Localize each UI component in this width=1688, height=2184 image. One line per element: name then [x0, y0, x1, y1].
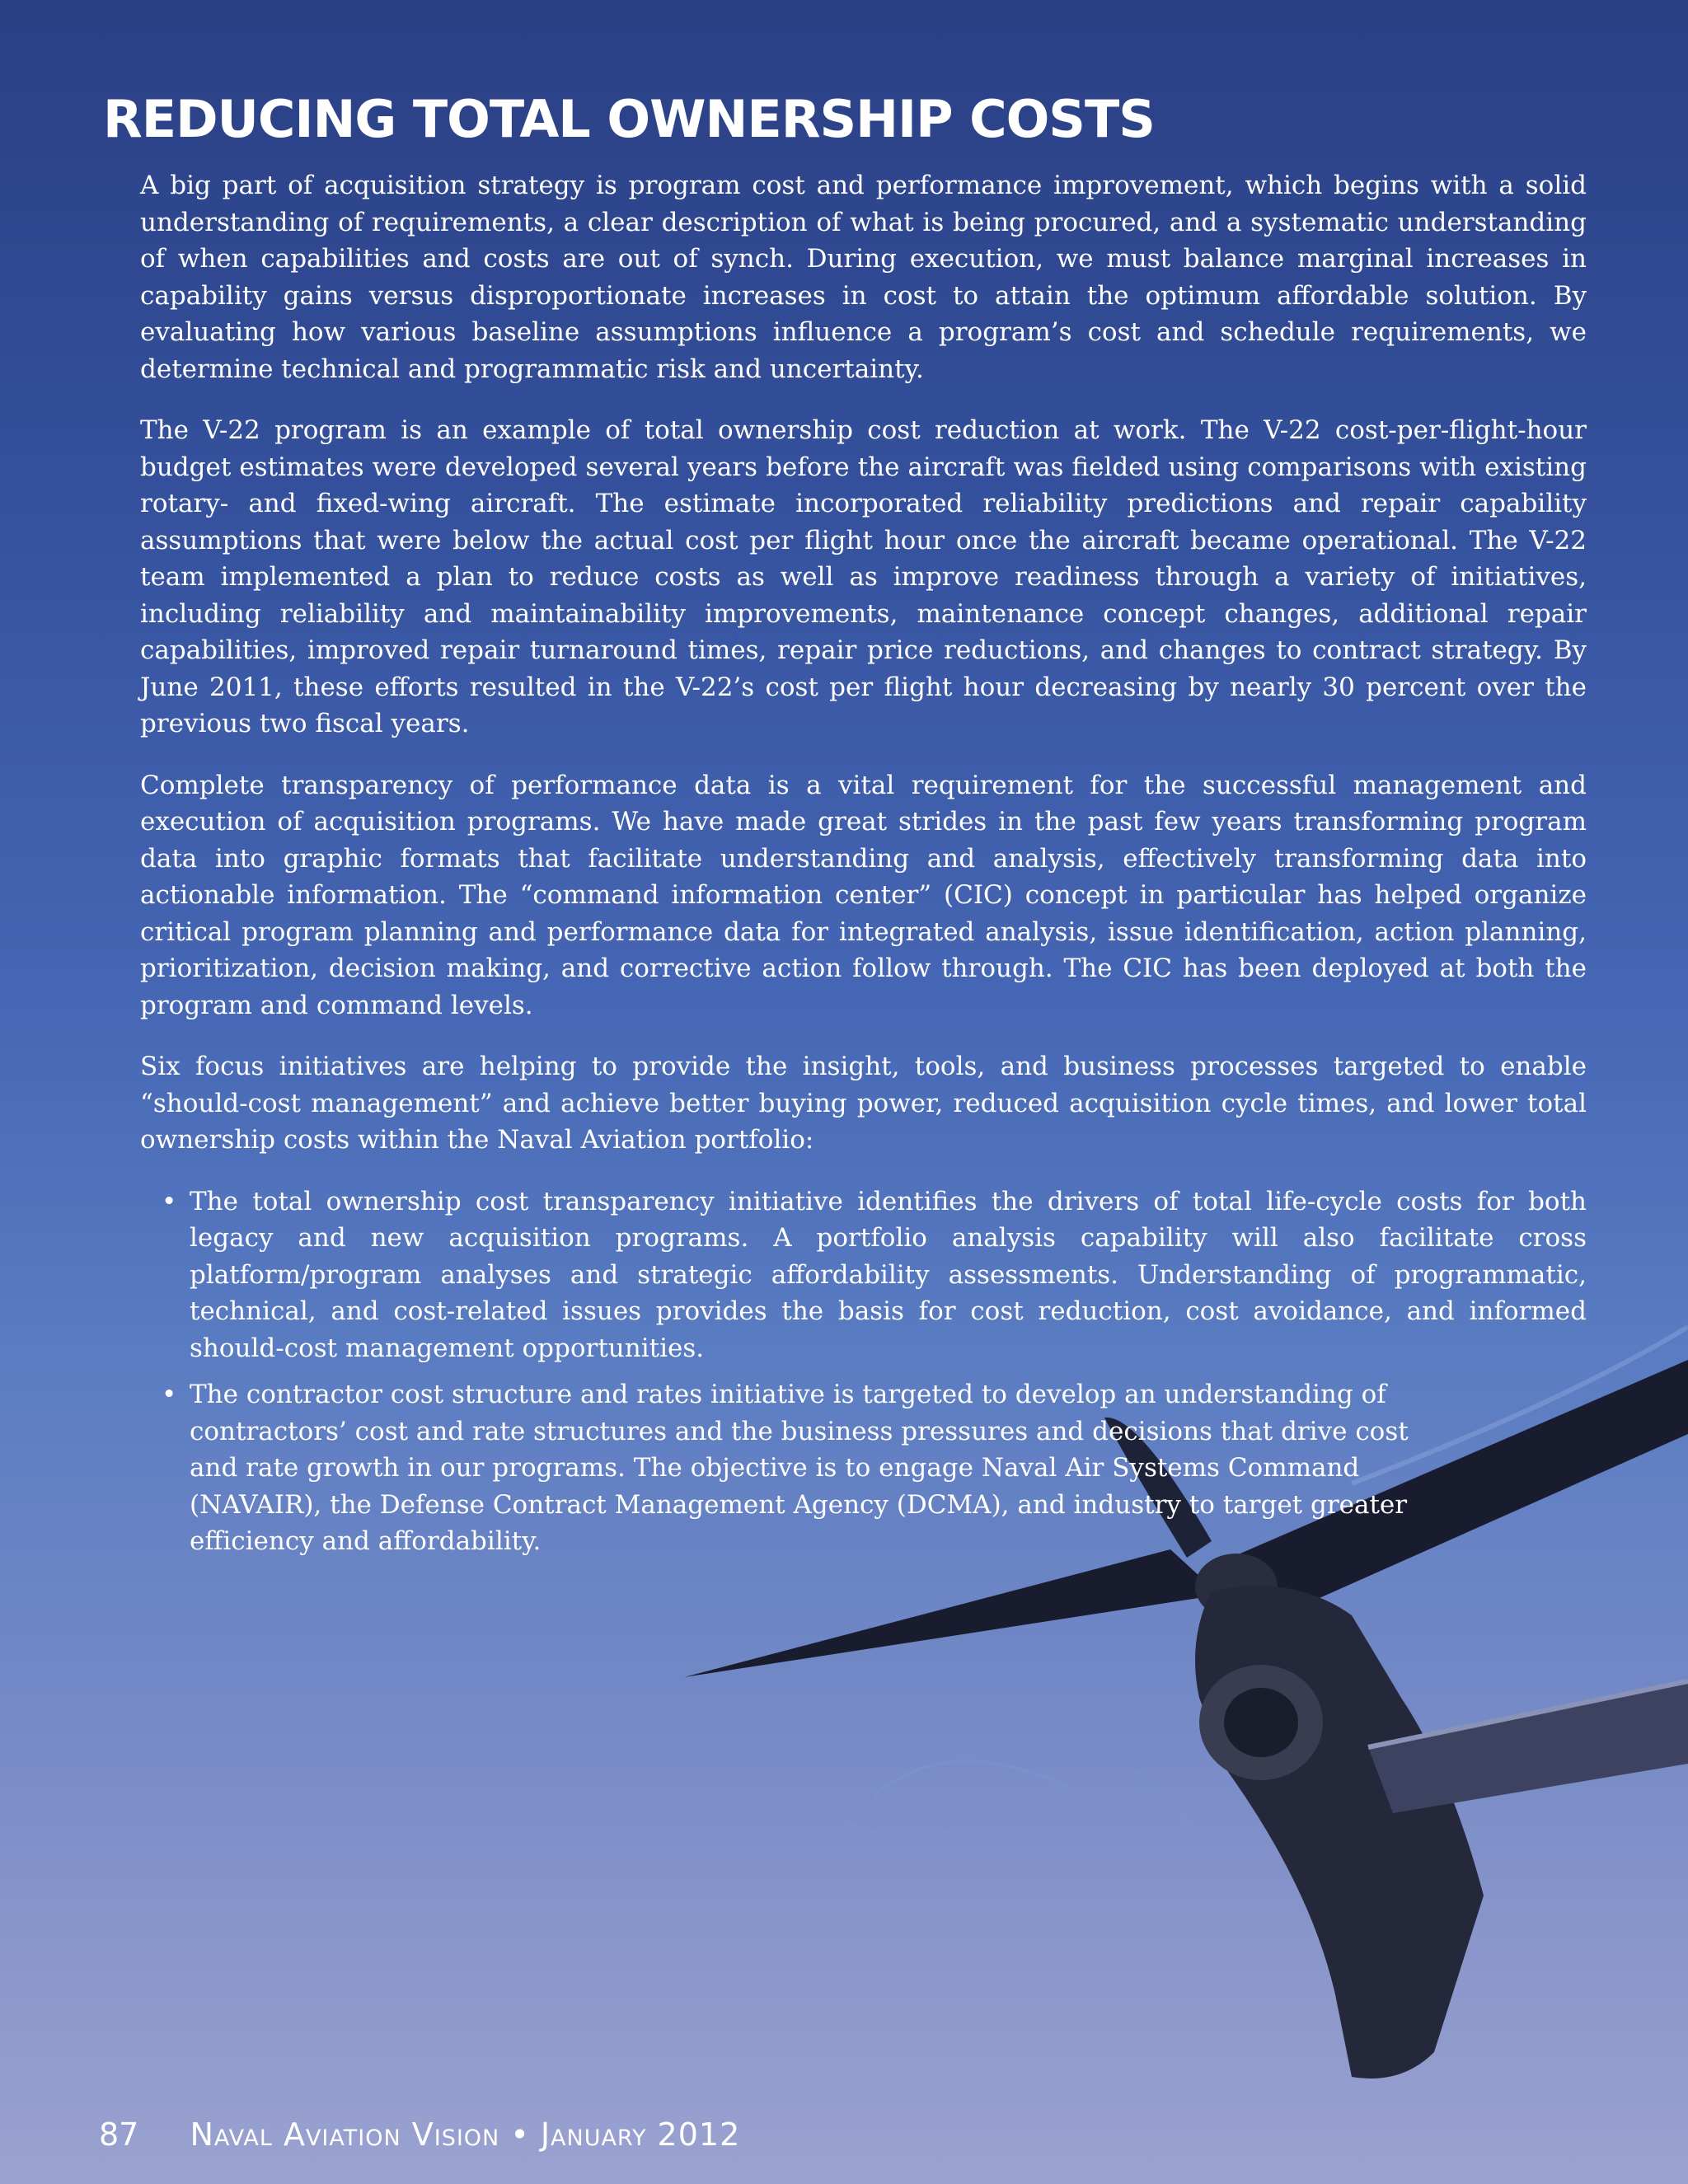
page-footer	[99, 2116, 740, 2153]
list-item	[140, 1183, 1587, 1367]
bullet-icon: •	[162, 1380, 177, 1409]
initiatives-list	[140, 1183, 1587, 1560]
rotor-blur-trail	[849, 1821, 956, 1836]
list-item-text: The total ownership cost transparency initiative identifies the drivers of total life-cycle costs for both legacy and new acquisition programs. A portfolio analysis capability will also facilitate cross platform/program analyses and strategic affordability assessments. Understanding of programmatic, technical, and cost-related issues provides the basis for cost reduction, cost avoidance, and informed should-cost management opportunities.	[190, 1186, 1587, 1363]
engine-nacelle	[1195, 1586, 1484, 2079]
publication-title: Naval Aviation Vision • January 2012	[190, 2116, 741, 2153]
paragraph-focus-initiatives: Six focus initiatives are helping to provide the insight, tools, and business processes targeted to enable “should-cost management” and achieve better buying power, reduced acquisition cycle times, and lower total ownership costs within the Naval Aviation portfolio:	[140, 1052, 1587, 1155]
nacelle-intake-inner	[1224, 1688, 1298, 1757]
article-body	[140, 167, 1587, 1570]
rotor-blur-trail	[1137, 1772, 1212, 1838]
paragraph-v22-program: The V-22 program is an example of total ownership cost reduction at work. The V-22 cost-per-flight-hour budget estimates were developed several years before the aircraft was fielded using comparisons with existing rotary- and fixed-wing aircraft. The estimate incorporated reliability predictions and repair capability assumptions that were below the actual cost per flight hour once the aircraft became operational. The V-22 team implemented a plan to reduce costs as well as improve readiness through a variety of initiatives, including reliability and maintainability improvements, maintenance concept changes, additional repair capabilities, improved repair turnaround times, repair price reductions, and changes to contract strategy. By June 2011, these efforts resulted in the V-22’s cost per flight hour decreasing by nearly 30 percent over the previous two fiscal years.	[140, 415, 1587, 738]
page-number: 87	[99, 2116, 139, 2153]
list-item	[140, 1376, 1459, 1560]
aircraft-wing	[1368, 1681, 1688, 1813]
rotor-blur-trail	[874, 1761, 1071, 1797]
bullet-icon: •	[162, 1186, 177, 1216]
paragraph-data-transparency: Complete transparency of performance data is a vital requirement for the successful management and execution of acquisition programs. We have made great strides in the past few years transforming program data into graphic formats that facilitate understanding and analysis, effectively transforming data into actionable information. The “command information center” (CIC) concept in particular has helped organize critical program planning and performance data for integrated analysis, issue identification, action planning, prioritization, decision making, and corrective action follow through. The CIC has been deployed at both the program and command levels.	[140, 770, 1587, 1020]
paragraph-acquisition-strategy: A big part of acquisition strategy is program cost and performance improvement, which begins with a solid understanding of requirements, a clear description of what is being procured, and a systematic understanding of when capabilities and costs are out of synch. During execution, we must balance marginal increases in capability gains versus disproportionate increases in cost to attain the optimum affordable solution. By evaluating how various baseline assumptions influence a program’s cost and schedule requirements, we determine technical and programmatic risk and uncertainty.	[140, 171, 1587, 384]
list-item-text: The contractor cost structure and rates initiative is targeted to develop an understanding of contractors’ cost and rate structures and the business pressures and decisions that drive cost and rate growth in our programs. The objective is to engage Naval Air Systems Command (NAVAIR), the Defense Contract Management Agency (DCMA), and industry to target greater efficiency and affordability.	[190, 1380, 1409, 1556]
page-title: REDUCING TOTAL OWNERSHIP COSTS	[103, 89, 1155, 149]
